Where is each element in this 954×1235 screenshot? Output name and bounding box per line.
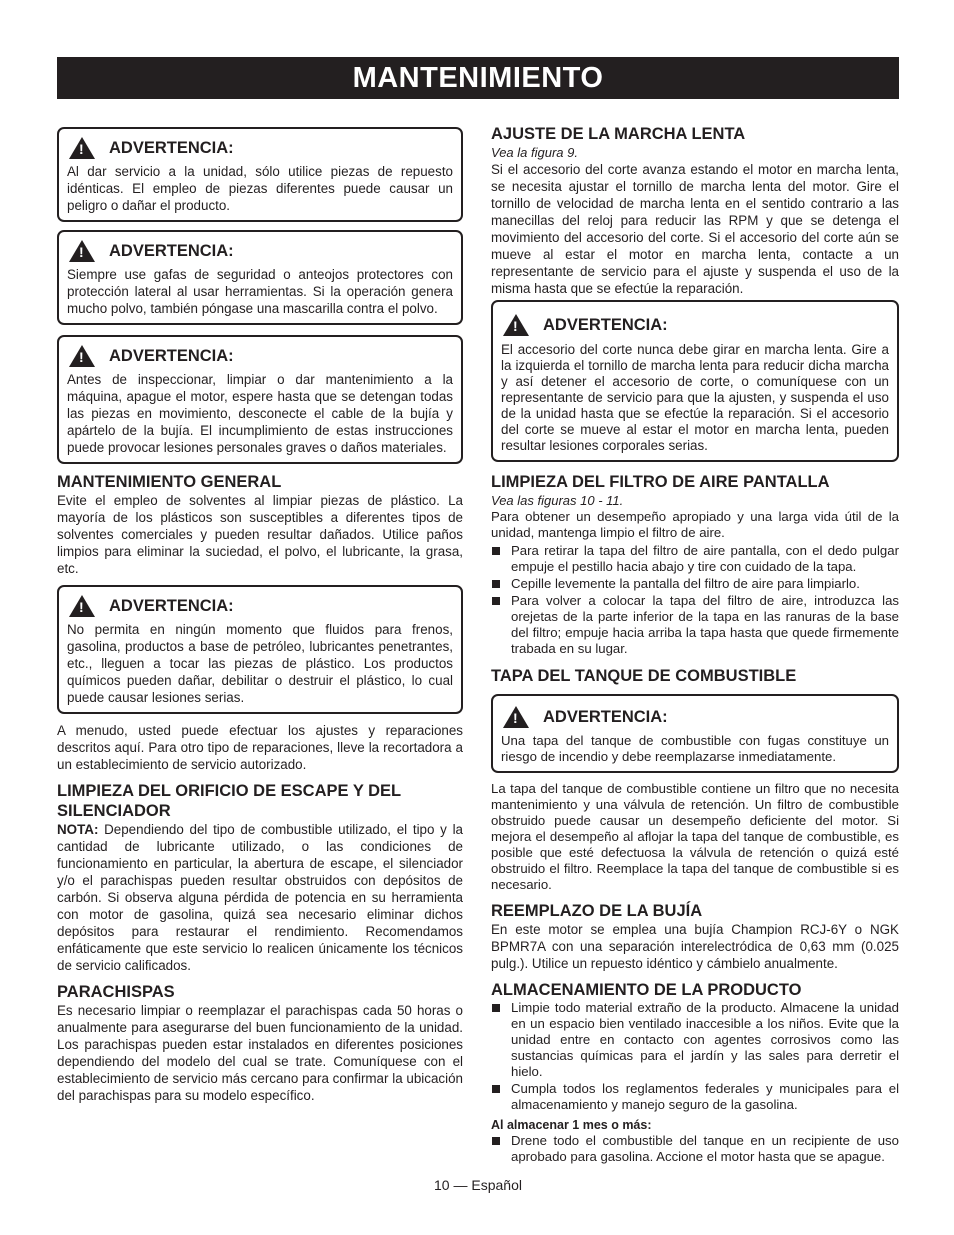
section-text: A menudo, usted puede efectuar los ajustes y reparaciones descritos aquí. Para otro tipo de reparaciones, lleve la recortadora a un establecimiento de servicio autorizado. [57,723,463,772]
section-tapa-text [491,781,899,893]
warning-box [57,230,463,325]
section-escape [57,781,463,974]
section-text: La tapa del tanque de combustible contiene un filtro que no necesita mantenimiento y una válvula de retención. Un filtro de combustible obstruido puede causar un desempeño deficiente del motor. Si mejora el desempeño al aflojar la tapa del tanque de combustible, es posible que esté defectuosa la válvula de retención o quizá esté obstruido el filtro. Reemplace la tapa del tanque de combustible si es necesario. [491,781,899,892]
warning-icon [503,706,529,728]
section-heading: LIMPIEZA DEL ORIFICIO DE ESCAPE Y DEL SILENCIADOR [57,782,401,820]
warning-text: No permita en ningún momento que fluidos para frenos, gasolina, productos a base de petróleo, lubricantes penetrantes, etc., lleguen a tocar las piezas de plástico. Los productos químicos pueden dañar, debilitar o destruir el plástico, lo cual puede causar lesiones serias. [67,622,453,705]
warning-label: ADVERTENCIA: [109,241,234,260]
left-column [57,124,463,1104]
section-general [57,472,463,577]
figure-reference: Vea las figuras 10 - 11. [491,493,624,508]
section-text: Para obtener un desempeño apropiado y una larga vida útil de la unidad, mantenga limpio el filtro de aire. [491,509,899,540]
list-item: Cumpla todos los reglamentos federales y municipales para el almacenamiento y manejo seguro de la gasolina. [491,1081,899,1113]
section-text: Si el accesorio del corte avanza estando el motor en marcha lenta, se necesita ajustar el tornillo de marcha lenta del motor. Gire el tornillo de velocidad de marcha lenta en el sentido contrario a las manecillas del reloj para reducir las RPM y que se detenga el movimiento del accesorio del corte. Si el accesorio del corte aún se mueve al estar el motor en marcha lenta, contacte a un representante de servicio para el ajuste y suspenda el uso de la misma hasta que se efectúe la reparación. [491,162,899,296]
warning-box [57,335,463,464]
page-content [57,124,899,1194]
section-text: Es necesario limpiar o reemplazar el parachispas cada 50 horas o anualmente para asegurarse del buen funcionamiento de la unidad. Los parachispas pueden estar instalados en diferentes posiciones dependiendo del modelo del cual se trate. Comuníquese con el establecimiento de servicio más cercano para confirmar la ubicación del parachispas para su modelo específico. [57,1003,463,1103]
warning-icon [69,345,95,367]
list-item: Limpie todo material extraño de la producto. Almacene la unidad en un espacio bien ventilado inaccesible a los niños. Evite que la unidad entre en contacto con agentes corrosivos como las sustancias químicas para el jardín y las sales para derretir el hielo. [491,1000,899,1080]
section-heading: LIMPIEZA DEL FILTRO DE AIRE PANTALLA [491,473,830,491]
warning-box [491,694,899,773]
warning-box [57,585,463,714]
section-ajuste [491,124,899,297]
section-heading: AJUSTE DE LA MARCHA LENTA [491,125,746,143]
warning-text: Al dar servicio a la unidad, sólo utilice piezas de repuesto idénticas. El empleo de piezas diferentes puede causar un peligro o dañar el producto. [67,164,453,213]
right-column [491,124,899,1166]
section-filtro [491,472,899,658]
section-general-2 [57,722,463,773]
warning-text: El accesorio del corte nunca debe girar en marcha lenta. Gire a la izquierda el tornillo de marcha lenta para reducir dicha marcha y así detener el accesorio de corte, o comuníquese con un representante de servicio para que la ajusten, y suspenda el uso de la unidad hasta que se efectúe la reparación. Si el accesorio del corte se mueve al estar el motor en marcha lenta, pueden resultar lesiones corporales serias. [501,342,889,453]
warning-text: Siempre use gafas de seguridad o anteojos protectores con protección lateral al usar herramientas. Si la operación genera mucho polvo, también póngase una mascarilla contra el polvo. [67,267,453,316]
section-heading: PARACHISPAS [57,983,175,1001]
warning-icon [503,314,529,336]
list-item: Para volver a colocar la tapa del filtro de aire, introduzca las orejetas de la parte inferior de la tapa en las ranuras de la base del filtro; empuje hacia arriba la tapa hasta que quede firmemente trabada en su lugar. [491,593,899,657]
warning-label: ADVERTENCIA: [543,315,668,334]
warning-box [57,127,463,222]
page-title: MANTENIMIENTO [57,57,899,99]
warning-icon [69,137,95,159]
note-label: NOTA: [57,822,99,837]
warning-text: Antes de inspeccionar, limpiar o dar mantenimiento a la máquina, apague el motor, espere hasta que se detengan todas las piezas en movimiento, desconecte el cable de la bujía y apártelo de la bujía. El incumplimiento de estas instrucciones puede provocar lesiones personales graves o daños materiales. [67,372,453,455]
list-item: Drene todo el combustible del tanque en un recipiente de uso aprobado para gasolina. Accione el motor hasta que se apague. [491,1133,899,1165]
warning-label: ADVERTENCIA: [543,707,668,726]
warning-icon [69,240,95,262]
figure-reference: Vea la figura 9. [491,145,578,160]
warning-text: Una tapa del tanque de combustible con fugas constituye un riesgo de incendio y debe reemplazarse inmediatamente. [501,733,889,764]
page-footer: 10 — Español [434,1177,522,1193]
warning-box [491,300,899,462]
section-text: NOTA: Dependiendo del tipo de combustible utilizado, el tipo y la cantidad de lubricante utilizado, o las condiciones de funcionamiento en particular, la abertura de escape, el silenciador y/o el parachispas pueden resultar obstruidos con depósitos de carbón. Si observa alguna pérdida de potencia en su herramienta con motor de gasolina, quizá sea necesario eliminar dichos depósitos para restaurar el rendimiento. Recomendamos enfáticamente que este servicio lo realicen únicamente los técnicos de servicio calificados. [57,822,463,973]
section-tapa [491,666,899,686]
section-heading: ALMACENAMIENTO DE LA PRODUCTO [491,981,802,999]
list-item: Cepille levemente la pantalla del filtro de aire para limpiarlo. [491,576,899,592]
section-heading: MANTENIMIENTO GENERAL [57,473,282,491]
section-heading: REEMPLAZO DE LA BUJÍA [491,902,703,920]
section-bujia [491,901,899,972]
section-almacen [491,980,899,1166]
warning-label: ADVERTENCIA: [109,138,234,157]
subheading: Al almacenar 1 mes o más: [491,1118,652,1132]
warning-label: ADVERTENCIA: [109,596,234,615]
section-parachispas [57,982,463,1104]
warning-icon [69,595,95,617]
list-item: Para retirar la tapa del filtro de aire pantalla, con el dedo pulgar empuje el pestillo hacia abajo y tire con cuidado de la tapa. [491,543,899,575]
section-text: Evite el empleo de solventes al limpiar piezas de plástico. La mayoría de los plásticos son susceptibles a diferentes tipos de solventes comerciales y pueden resultar dañados. Utilice paños limpios para eliminar la suciedad, el polvo, el lubricante, la grasa, etc. [57,493,463,576]
section-text: En este motor se emplea una bujía Champion RCJ-6Y o NGK BPMR7A con una separación interelectródica de 0,63 mm (0.025 pulg.). Utilice un repuesto idéntico y cámbielo anualmente. [491,922,899,971]
section-heading: TAPA DEL TANQUE DE COMBUSTIBLE [491,667,797,685]
warning-label: ADVERTENCIA: [109,346,234,365]
